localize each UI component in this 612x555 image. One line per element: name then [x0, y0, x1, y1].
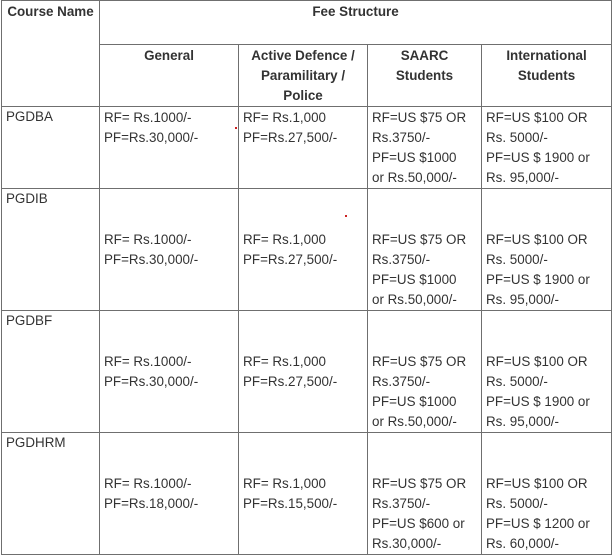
international-fee: [482, 311, 612, 433]
header-fee-structure: Fee Structure: [100, 1, 612, 45]
defence-fee: [239, 107, 368, 189]
fee-line: PF=Rs.27,500/-: [243, 252, 338, 267]
general-fee: [100, 189, 239, 311]
fee-line: RF= Rs.1000/-: [104, 476, 192, 491]
fee-line: Rs. 95,000/-: [486, 414, 559, 429]
fee-line: Rs.3750/-: [372, 130, 431, 145]
international-fee: [482, 107, 612, 189]
fee-line: PF=Rs.27,500/-: [243, 130, 338, 145]
general-fee: [100, 311, 239, 433]
fee-line: PF=US $ 1900 or: [486, 150, 590, 165]
fee-line: PF=Rs.27,500/-: [243, 374, 338, 389]
saarc-fee: [368, 433, 482, 555]
fee-line: Rs. 60,000/-: [486, 536, 559, 551]
fee-line: RF=US $100 OR: [486, 110, 588, 125]
fee-line: Rs.30,000/-: [372, 536, 442, 551]
saarc-fee: [368, 189, 482, 311]
fee-line: PF=Rs.30,000/-: [104, 252, 199, 267]
fee-line: or Rs.50,000/-: [372, 414, 457, 429]
fee-line: RF=US $100 OR: [486, 354, 588, 369]
fee-line: RF=US $75 OR: [372, 354, 467, 369]
fee-line: Rs.3750/-: [372, 252, 431, 267]
fee-line: PF=Rs.30,000/-: [104, 374, 199, 389]
fee-line: RF= Rs.1000/-: [104, 110, 192, 125]
saarc-fee: [368, 107, 482, 189]
course-name: PGDBF: [2, 311, 100, 433]
fee-line: PF=US $600 or: [372, 516, 465, 531]
header-saarc: SAARC Students: [368, 45, 482, 107]
fee-line: Rs. 95,000/-: [486, 170, 559, 185]
defence-fee: [239, 311, 368, 433]
course-name: PGDIB: [2, 189, 100, 311]
fee-line: Rs. 5000/-: [486, 252, 548, 267]
fee-line: RF= Rs.1000/-: [104, 232, 192, 247]
stray-mark: [235, 127, 237, 129]
fee-structure-table: [1, 0, 612, 555]
header-defence: Active Defence / Paramilitary / Police: [239, 45, 368, 107]
fee-line: PF=US $1000: [372, 150, 457, 165]
header-row-1: [2, 1, 612, 45]
fee-line: RF=US $100 OR: [486, 476, 588, 491]
course-name: PGDBA: [2, 107, 100, 189]
fee-line: or Rs.50,000/-: [372, 292, 457, 307]
fee-line: RF= Rs.1,000: [243, 476, 326, 491]
stray-mark: [345, 215, 347, 217]
fee-line: Rs.3750/-: [372, 496, 431, 511]
table-row: [2, 311, 612, 433]
fee-line: RF=US $75 OR: [372, 110, 467, 125]
fee-line: RF= Rs.1,000: [243, 354, 326, 369]
table-row: [2, 189, 612, 311]
defence-fee: [239, 433, 368, 555]
course-name: PGDHRM: [2, 433, 100, 555]
general-fee: [100, 433, 239, 555]
fee-line: PF=US $ 1200 or: [486, 516, 590, 531]
fee-line: PF=Rs.18,000/-: [104, 496, 199, 511]
saarc-fee: [368, 311, 482, 433]
fee-line: Rs. 95,000/-: [486, 292, 559, 307]
fee-line: Rs. 5000/-: [486, 374, 548, 389]
header-international: International Students: [482, 45, 612, 107]
header-general: General: [100, 45, 239, 107]
fee-line: Rs. 5000/-: [486, 130, 548, 145]
fee-line: Rs.3750/-: [372, 374, 431, 389]
fee-line: RF=US $75 OR: [372, 232, 467, 247]
fee-line: PF=US $1000: [372, 394, 457, 409]
fee-line: Rs. 5000/-: [486, 496, 548, 511]
international-fee: [482, 433, 612, 555]
fee-line: RF= Rs.1,000: [243, 110, 326, 125]
fee-line: RF=US $100 OR: [486, 232, 588, 247]
fee-line: RF=US $75 OR: [372, 476, 467, 491]
international-fee: [482, 189, 612, 311]
fee-line: PF=US $ 1900 or: [486, 272, 590, 287]
table-row: [2, 107, 612, 189]
general-fee: [100, 107, 239, 189]
table-row: [2, 433, 612, 555]
fee-line: RF= Rs.1,000: [243, 232, 326, 247]
fee-line: PF=Rs.15,500/-: [243, 496, 338, 511]
defence-fee: [239, 189, 368, 311]
header-course-name: Course Name: [2, 1, 100, 107]
fee-line: PF=US $ 1900 or: [486, 394, 590, 409]
fee-line: RF= Rs.1000/-: [104, 354, 192, 369]
fee-line: PF=Rs.30,000/-: [104, 130, 199, 145]
fee-line: PF=US $1000: [372, 272, 457, 287]
fee-line: or Rs.50,000/-: [372, 170, 457, 185]
